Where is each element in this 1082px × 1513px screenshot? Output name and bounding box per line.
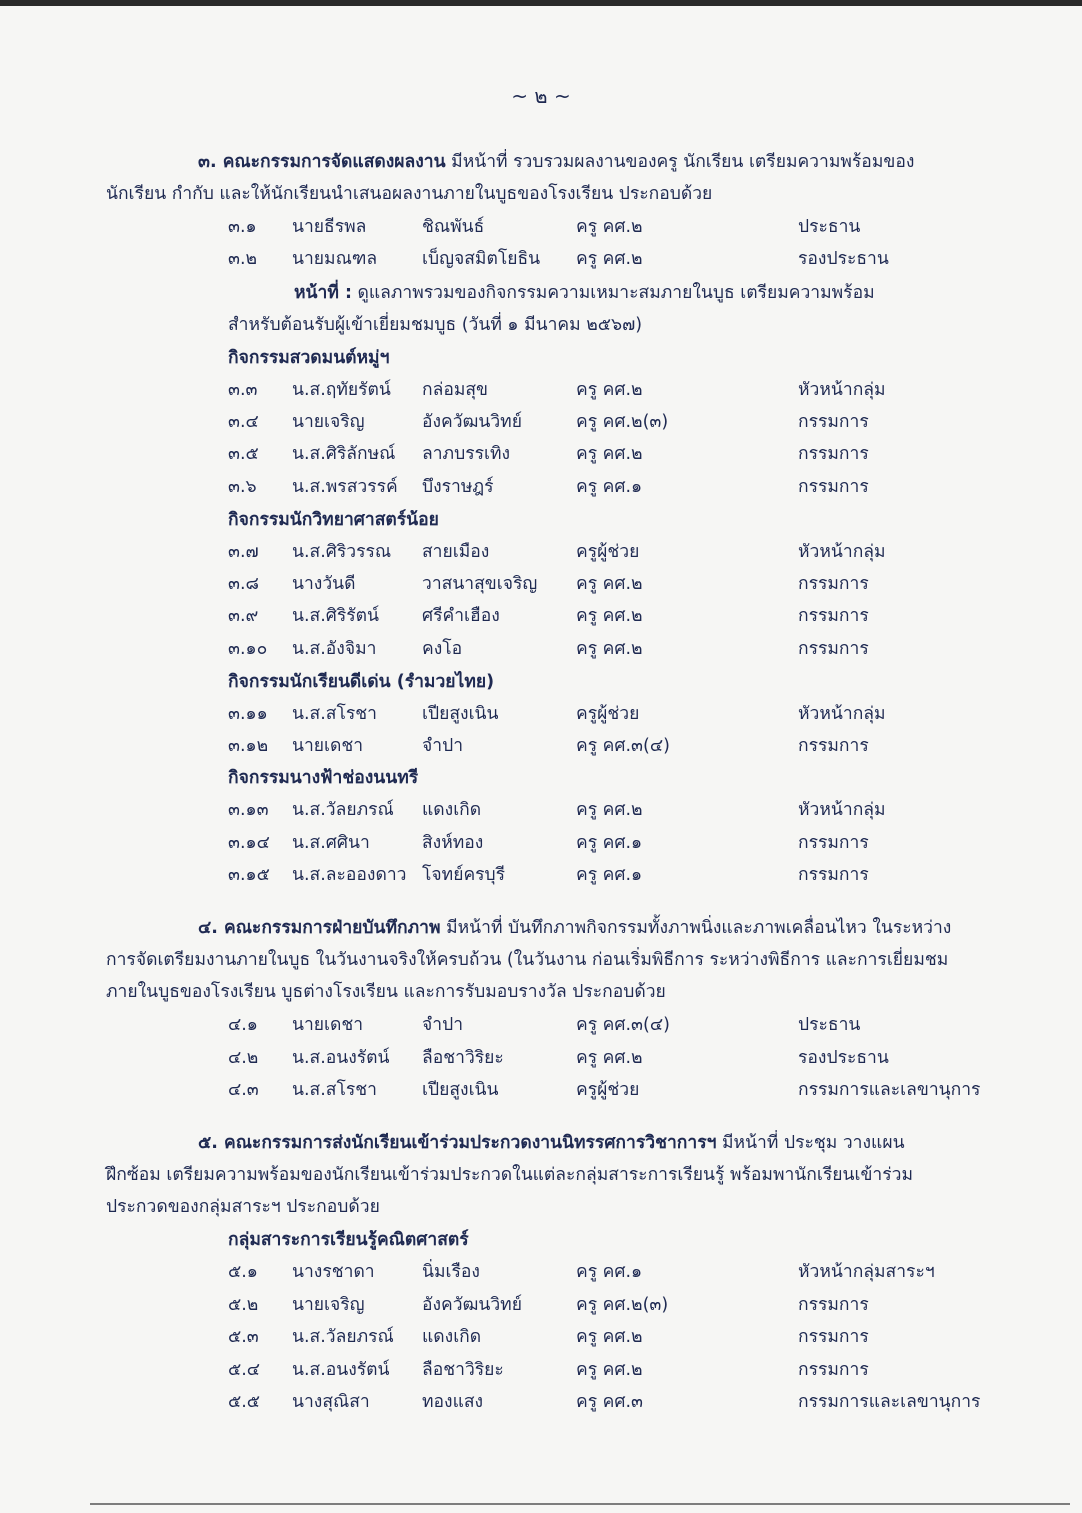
section3-duty [228,277,988,341]
member-row [0,439,1082,471]
page-number: ~ ๒ ~ [511,84,571,108]
member-position: ครู คศ.๒ [576,217,643,237]
member-last-name: นิ่มเรือง [422,1262,480,1282]
member-number: ๓.๑ [228,217,257,237]
group-heading: กิจกรรมนักเรียนดีเด่น (รำมวยไทย) [228,672,495,692]
member-role: กรรมการ [798,1360,869,1380]
member-last-name: โจทย์ครบุรี [422,865,506,885]
member-first-name: นายเดชา [292,736,364,756]
member-role: หัวหน้ากลุ่ม [798,704,886,724]
member-role: กรรมการ [798,574,869,594]
member-position: ครู คศ.๑ [576,477,643,497]
member-row [0,569,1082,601]
member-row [0,472,1082,504]
member-role: รองประธาน [798,249,889,269]
member-last-name: อังควัฒนวิทย์ [422,1295,522,1315]
section3-title: ๓. คณะกรรมการจัดแสดงผลงาน [198,152,446,172]
member-role: หัวหน้ากลุ่มสาระฯ [798,1262,935,1282]
member-first-name: นางรชาดา [292,1262,375,1282]
member-first-name: น.ส.อังจิมา [292,639,377,659]
member-first-name: น.ส.ศิริวรรณ [292,542,392,562]
member-first-name: นายธีรพล [292,217,367,237]
member-last-name: คงโอ [422,639,463,659]
member-first-name: น.ส.อนงรัตน์ [292,1048,390,1068]
group-heading: กิจกรรมนักวิทยาศาสตร์น้อย [228,510,439,530]
member-number: ๕.๒ [228,1295,259,1315]
section4-desc-line1: มีหน้าที่ บันทึกภาพกิจกรรมทั้งภาพนิ่งและภาพเคลื่อนไหว ในระหว่าง [440,918,952,938]
member-first-name: นางวันดี [292,574,356,594]
member-role: ประธาน [798,1015,861,1035]
member-number: ๓.๒ [228,249,258,269]
member-row [0,375,1082,407]
member-row [0,1257,1082,1289]
member-first-name: นายเจริญ [292,412,365,432]
member-number: ๓.๑๐ [228,639,268,659]
member-role: กรรมการ [798,412,869,432]
member-role: หัวหน้ากลุ่ม [798,800,886,820]
member-role: รองประธาน [798,1048,889,1068]
group-heading: กลุ่มสาระการเรียนรู้คณิตศาสตร์ [228,1230,469,1250]
member-last-name: จำปา [422,736,464,756]
member-position: ครู คศ.๒ [576,1048,643,1068]
member-role: ประธาน [798,217,861,237]
member-position: ครู คศ.๓(๔) [576,1015,670,1035]
member-number: ๓.๔ [228,412,259,432]
member-first-name: น.ส.วัลยภรณ์ [292,1327,394,1347]
member-number: ๓.๑๓ [228,800,269,820]
member-row [0,860,1082,892]
member-last-name: บึงราษฎร์ [422,477,494,497]
member-row [0,1290,1082,1322]
member-last-name: ลาภบรรเทิง [422,444,511,464]
member-number: ๓.๗ [228,542,259,562]
member-number: ๕.๔ [228,1360,261,1380]
member-position: ครูผู้ช่วย [576,704,640,724]
member-role: หัวหน้ากลุ่ม [798,542,886,562]
member-position: ครู คศ.๒(๓) [576,1295,669,1315]
member-position: ครูผู้ช่วย [576,542,640,562]
member-position: ครู คศ.๒ [576,574,643,594]
member-position: ครู คศ.๒ [576,1360,643,1380]
member-row [0,1075,1082,1107]
section5-paragraph [106,1127,982,1223]
member-last-name: ศรีคำเฮือง [422,606,500,626]
member-last-name: วาสนาสุขเจริญ [422,574,538,594]
member-role: กรรมการ [798,606,869,626]
member-last-name: สิงห์ทอง [422,833,484,853]
duty-line1: ดูแลภาพรวมของกิจกรรมความเหมาะสมภายในบูธ เตรียมความพร้อม [351,283,875,303]
member-row [0,212,1082,244]
member-last-name: เปียสูงเนิน [422,704,499,724]
member-role: กรรมการ [798,865,869,885]
member-role: หัวหน้ากลุ่ม [798,380,886,400]
member-row [0,244,1082,276]
member-role: กรรมการ [798,736,869,756]
duty-line2: สำหรับต้อนรับผู้เข้าเยี่ยมชมบูธ (วันที่ ๑ มีนาคม ๒๕๖๗) [228,315,643,335]
member-number: ๓.๘ [228,574,260,594]
member-row [0,634,1082,666]
section5-desc-line3: ประกวดของกลุ่มสาระฯ ประกอบด้วย [106,1197,380,1217]
member-last-name: แดงเกิด [422,1327,482,1347]
member-last-name: ลือชาวิริยะ [422,1048,504,1068]
member-role: กรรมการและเลขานุการ [798,1080,981,1100]
member-first-name: นายเดชา [292,1015,364,1035]
member-last-name: แดงเกิด [422,800,482,820]
member-number: ๓.๕ [228,444,259,464]
member-row [0,1355,1082,1387]
section5-desc-line2: ฝึกซ้อม เตรียมความพร้อมของนักเรียนเข้าร่วมประกวดในแต่ละกลุ่มสาระการเรียนรู้ พร้อมพานักเรียนเข้าร่วม [106,1165,913,1185]
scan-top-edge [0,0,1082,6]
member-role: กรรมการและเลขานุการ [798,1392,981,1412]
member-number: ๕.๓ [228,1327,259,1347]
member-first-name: น.ส.อนงรัตน์ [292,1360,390,1380]
member-first-name: น.ส.ศิริรัตน์ [292,606,380,626]
member-role: กรรมการ [798,444,869,464]
member-position: ครู คศ.๒ [576,249,643,269]
member-row [0,828,1082,860]
member-row [0,1387,1082,1419]
member-number: ๔.๑ [228,1015,258,1035]
member-position: ครู คศ.๒ [576,444,643,464]
member-number: ๓.๑๕ [228,865,270,885]
member-number: ๕.๑ [228,1262,258,1282]
member-first-name: น.ส.ศศินา [292,833,370,853]
member-number: ๕.๕ [228,1392,261,1412]
member-number: ๓.๓ [228,380,258,400]
member-role: กรรมการ [798,833,869,853]
member-role: กรรมการ [798,1295,869,1315]
member-position: ครู คศ.๒ [576,380,643,400]
section4-desc-line3: ภายในบูธของโรงเรียน บูธต่างโรงเรียน และการรับมอบรางวัล ประกอบด้วย [106,982,666,1002]
member-position: ครู คศ.๑ [576,833,643,853]
scan-bottom-edge [90,1503,1070,1505]
member-first-name: นายมณฑล [292,249,378,269]
member-first-name: นายเจริญ [292,1295,365,1315]
member-last-name: ลือชาวิริยะ [422,1360,504,1380]
member-row [0,1322,1082,1354]
section3-desc-line2: นักเรียน กำกับ และให้นักเรียนนำเสนอผลงานภายในบูธของโรงเรียน ประกอบด้วย [106,184,713,204]
member-row [0,601,1082,633]
member-row [0,699,1082,731]
member-position: ครู คศ.๑ [576,865,643,885]
member-position: ครู คศ.๒ [576,1327,643,1347]
member-last-name: สายเมือง [422,542,490,562]
member-number: ๓.๑๔ [228,833,270,853]
member-number: ๓.๑๑ [228,704,268,724]
member-first-name: น.ส.ศิริลักษณ์ [292,444,396,464]
member-position: ครู คศ.๒ [576,800,643,820]
group-heading: กิจกรรมสวดมนต์หมู่ฯ [228,348,390,368]
member-first-name: นางสุณิสา [292,1392,370,1412]
member-number: ๓.๙ [228,606,259,626]
member-number: ๔.๓ [228,1080,259,1100]
member-first-name: น.ส.ฤทัยรัตน์ [292,380,391,400]
section3-desc-line1: มีหน้าที่ รวบรวมผลงานของครู นักเรียน เตรียมความพร้อมของ [445,152,915,172]
member-number: ๓.๖ [228,477,257,497]
member-last-name: เปียสูงเนิน [422,1080,499,1100]
member-position: ครูผู้ช่วย [576,1080,640,1100]
member-last-name: กล่อมสุข [422,380,489,400]
member-position: ครู คศ.๓(๔) [576,736,670,756]
member-first-name: น.ส.สโรชา [292,704,377,724]
member-number: ๓.๑๒ [228,736,269,756]
member-row [0,795,1082,827]
member-last-name: ทองแสง [422,1392,484,1412]
section4-title: ๔. คณะกรรมการฝ่ายบันทึกภาพ [198,918,441,938]
member-position: ครู คศ.๑ [576,1262,643,1282]
member-position: ครู คศ.๓ [576,1392,644,1412]
member-role: กรรมการ [798,639,869,659]
member-position: ครู คศ.๒(๓) [576,412,669,432]
member-last-name: อังควัฒนวิทย์ [422,412,522,432]
member-row [0,537,1082,569]
member-row [0,1043,1082,1075]
member-first-name: น.ส.พรสวรรค์ [292,477,398,497]
section4-desc-line2: การจัดเตรียมงานภายในบูธ ในวันงานจริงให้ครบถ้วน (ในวันงาน ก่อนเริ่มพิธีการ ระหว่างพิธีการ และการเยี่ยมชม [106,950,949,970]
member-last-name: ชิณพันธ์ [422,217,485,237]
member-role: กรรมการ [798,1327,869,1347]
duty-label: หน้าที่ : [294,283,352,303]
member-last-name: จำปา [422,1015,464,1035]
member-row [0,407,1082,439]
section5-desc-line1: มีหน้าที่ ประชุม วางแผน [716,1133,905,1153]
member-first-name: น.ส.สโรชา [292,1080,377,1100]
member-row [0,1010,1082,1042]
member-position: ครู คศ.๒ [576,639,643,659]
section4-paragraph [106,912,982,1008]
section5-title: ๕. คณะกรรมการส่งนักเรียนเข้าร่วมประกวดงานนิทรรศการวิชาการฯ [198,1133,717,1153]
member-last-name: เบ็ญจสมิตโยธิน [422,249,541,269]
member-first-name: น.ส.ละอองดาว [292,865,407,885]
member-number: ๔.๒ [228,1048,259,1068]
member-row [0,731,1082,763]
member-position: ครู คศ.๒ [576,606,643,626]
member-first-name: น.ส.วัลยภรณ์ [292,800,394,820]
section3-paragraph [106,146,982,210]
member-role: กรรมการ [798,477,869,497]
group-heading: กิจกรรมนางฟ้าช่องนนทรี [228,768,419,788]
